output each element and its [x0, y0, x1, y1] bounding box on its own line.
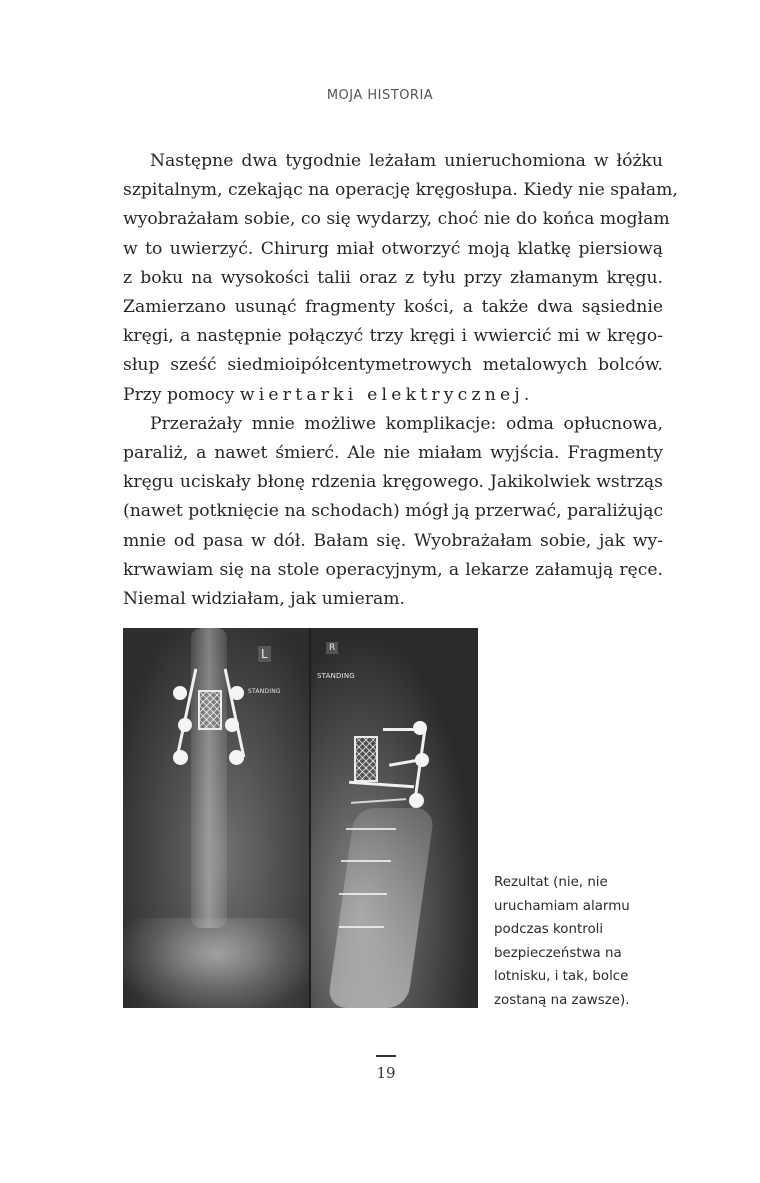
- page-number: 19: [376, 1064, 396, 1082]
- mesh-cage: [198, 690, 222, 730]
- screw-head: [225, 718, 239, 732]
- text-line: (nawet potknięcie na schodach) mógł ją przerwać, paraliżując: [123, 501, 664, 522]
- caption-line: uruchamiam alarmu: [494, 898, 630, 914]
- text-line: Przerażały mnie możliwe komplikacje: odma opłucnowa,: [150, 413, 663, 434]
- pelvis-shadow: [123, 918, 309, 1008]
- running-head: MOJA HISTORIA: [326, 88, 434, 103]
- text-line: paraliż, a nawet śmierć. Ale nie miałam wyjścia. Fragmenty: [123, 443, 663, 464]
- text-line: kręgu uciskały błonę rdzenia kręgowego. Jakikolwiek wstrząs: [123, 472, 663, 493]
- xray-marker-l: L: [258, 646, 271, 662]
- caption-line: zostaną na zawsze).: [494, 992, 630, 1008]
- caption-line: Rezultat (nie, nie: [494, 875, 608, 890]
- vertebra-endplate: [346, 828, 396, 830]
- folio-rule: [376, 1055, 396, 1057]
- figure-caption: [494, 871, 669, 1013]
- caption-line: lotnisku, i tak, bolce: [494, 969, 629, 985]
- paragraph-1: [123, 147, 678, 410]
- text-line: krwawiam się na stole operacyjnym, a lekarze załamują ręce.: [123, 559, 663, 580]
- vertebra-endplate: [341, 860, 391, 862]
- text-line: słup sześć siedmioipółcentymetrowych metalowych bolców.: [123, 355, 663, 376]
- screw-head: [173, 750, 188, 765]
- spaced-emphasis: wiertarki elektrycznej: [239, 384, 524, 405]
- text-suffix: .: [523, 384, 530, 405]
- text-line: szpitalnym, czekając na operację kręgosłupa. Kiedy nie spałam,: [123, 180, 678, 201]
- screw-head: [173, 686, 187, 700]
- xray-standing-label: STANDING: [248, 688, 281, 695]
- text-line: mnie od pasa w dół. Bałam się. Wyobrażałam sobie, jak wy-: [123, 530, 663, 551]
- xray-marker-r: R: [326, 642, 338, 654]
- anterior-plate: [349, 781, 414, 789]
- screw-head: [178, 718, 192, 732]
- screw-head: [409, 793, 424, 808]
- screw-head: [415, 753, 429, 767]
- body-text: [123, 147, 678, 614]
- vertebra-endplate: [339, 926, 384, 928]
- text-line: Następne dwa tygodnie leżałam unieruchomiona w łóżku: [150, 151, 663, 171]
- mesh-cage: [354, 736, 378, 782]
- screw-head: [413, 721, 427, 735]
- text-line: z boku na wysokości talii oraz z tyłu przy złamanym kręgu.: [123, 267, 663, 288]
- text-line: w to uwierzyć. Chirurg miał otworzyć moją klatkę piersiową: [123, 238, 663, 259]
- text-line-emphasis: [123, 381, 663, 410]
- paragraph-2: [123, 410, 663, 614]
- screw-head: [229, 750, 244, 765]
- vertebra-endplate: [351, 798, 406, 804]
- text-prefix: Przy pomocy: [123, 384, 240, 405]
- text-line: Niemal widziałam, jak umieram.: [123, 589, 405, 610]
- vertebra-endplate: [339, 893, 387, 895]
- text-line: kręgi, a następnie połączyć trzy kręgi i wwiercić mi w kręgo-: [123, 326, 663, 347]
- xray-standing-label: STANDING: [317, 672, 355, 680]
- text-line: Zamierzano usunąć fragmenty kości, a także dwa sąsiednie: [123, 297, 663, 318]
- caption-line: bezpieczeństwa na: [494, 945, 622, 961]
- xray-ap-view: [123, 628, 309, 1008]
- screw-head: [230, 686, 244, 700]
- caption-line: podczas kontroli: [494, 922, 604, 938]
- spine-shadow: [327, 808, 435, 1008]
- xray-figure: [123, 628, 478, 1008]
- xray-lateral-view: [311, 628, 478, 1008]
- text-line: wyobrażałam sobie, co się wydarzy, choć nie do końca mogłam: [123, 209, 670, 230]
